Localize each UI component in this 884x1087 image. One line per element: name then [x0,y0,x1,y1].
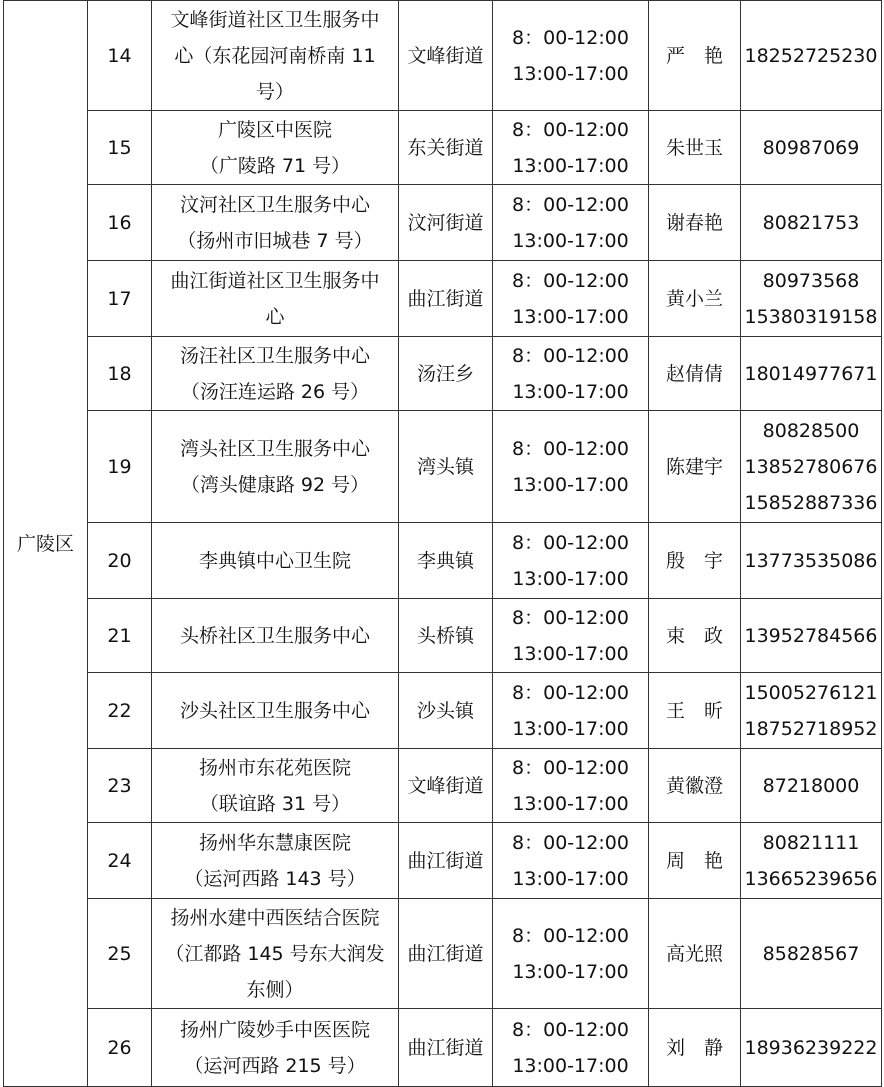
facility-name-line: 汶河社区卫生服务中心 [179,193,370,216]
contact-cell: 黄徽澄 [649,749,741,823]
street-cell: 沙头镇 [399,673,493,749]
facility-name-cell [152,1,399,111]
phone-cell [741,899,882,1009]
facility-name-cell [152,261,399,337]
facility-name-cell [152,337,399,411]
hours-line: 8：00-12:00 [512,924,629,947]
phone-number: 18252725230 [744,44,878,67]
phone-number: 18014977671 [744,362,878,385]
facility-name-cell [152,899,399,1009]
phone-cell [741,1,882,111]
facility-name-line: 汤汪社区卫生服务中心 [179,344,370,367]
hours-line: 13:00-17:00 [512,792,629,815]
facility-name-line: 扬州市东花苑医院 [198,756,351,779]
hours-cell [493,749,649,823]
hours-cell [493,411,649,523]
street-cell: 汤汪乡 [399,337,493,411]
phone-number: 85828567 [762,942,860,965]
table-row [4,261,882,337]
hours-cell [493,111,649,185]
contact-cell: 严 艳 [649,1,741,111]
hours-line: 13:00-17:00 [512,960,629,983]
contact-cell: 黄小兰 [649,261,741,337]
table-row [4,899,882,1009]
facility-name-cell [152,1009,399,1087]
street-cell: 曲江街道 [399,823,493,899]
hours-cell [493,185,649,261]
table-row [4,599,882,673]
facility-name-line: 扬州华东慧康医院 [198,831,351,854]
street-cell: 湾头镇 [399,411,493,523]
hours-cell [493,823,649,899]
table-row [4,411,882,523]
table-row [4,337,882,411]
row-number: 15 [88,111,152,185]
hours-line: 13:00-17:00 [512,867,629,890]
facility-name-cell [152,111,399,185]
phone-cell [741,599,882,673]
row-number: 24 [88,823,152,899]
facility-name-cell [152,411,399,523]
street-cell: 文峰街道 [399,749,493,823]
table-row [4,673,882,749]
street-cell: 汶河街道 [399,185,493,261]
phone-number: 13773535086 [744,549,878,572]
phone-cell [741,1009,882,1087]
phone-number: 15005276121 [744,681,878,704]
facility-name-line: 广陵区中医院 [217,118,332,141]
facility-name-line: （联谊路 31 号） [199,792,351,815]
phone-cell [741,673,882,749]
row-number: 18 [88,337,152,411]
table-body [4,1,882,1087]
row-number: 16 [88,185,152,261]
hours-cell [493,1,649,111]
phone-number: 15380319158 [744,305,878,328]
phone-cell [741,337,882,411]
phone-number: 80821753 [762,211,860,234]
facility-name-line: （汤汪连运路 26 号） [180,380,370,403]
hours-cell [493,673,649,749]
phone-cell [741,111,882,185]
hours-line: 8：00-12:00 [512,193,629,216]
hours-cell [493,599,649,673]
table-row [4,111,882,185]
facility-name-line: （运河西路 215 号） [184,1054,366,1077]
row-number: 26 [88,1009,152,1087]
hours-cell [493,337,649,411]
facility-name-line: 心 [265,305,285,328]
row-number: 25 [88,899,152,1009]
street-cell: 文峰街道 [399,1,493,111]
facility-name-line: （扬州市旧城巷 7 号） [177,229,373,252]
phone-number: 13952784566 [744,624,878,647]
hours-line: 13:00-17:00 [512,567,629,590]
phone-number: 13665239656 [744,867,878,890]
street-cell: 曲江街道 [399,899,493,1009]
row-number: 22 [88,673,152,749]
facility-name-line: 心（东花园河南桥南 11 [174,44,376,67]
facility-name-line: 号） [255,80,294,103]
street-cell: 东关街道 [399,111,493,185]
table-row [4,185,882,261]
facility-name-line: 湾头社区卫生服务中心 [179,437,370,460]
phone-cell [741,185,882,261]
table-row [4,1,882,111]
facility-name-line: 头桥社区卫生服务中心 [179,624,370,647]
hours-line: 13:00-17:00 [512,62,629,85]
hours-line: 8：00-12:00 [512,26,629,49]
hospital-table [3,0,882,1087]
phone-cell [741,523,882,599]
phone-cell [741,261,882,337]
facility-name-line: （运河西路 143 号） [184,867,366,890]
hours-line: 13:00-17:00 [512,717,629,740]
street-cell: 李典镇 [399,523,493,599]
phone-cell [741,749,882,823]
hours-cell [493,523,649,599]
facility-name-cell [152,523,399,599]
hours-line: 13:00-17:00 [512,1054,629,1077]
hours-line: 8：00-12:00 [512,681,629,704]
facility-name-cell [152,599,399,673]
phone-number: 80828500 [762,419,860,442]
hours-cell [493,1009,649,1087]
row-number: 17 [88,261,152,337]
facility-name-cell [152,185,399,261]
facility-name-line: 扬州水建中西医结合医院 [170,906,380,929]
facility-name-line: （湾头健康路 92 号） [180,473,370,496]
facility-name-line: 曲江街道社区卫生服务中 [170,269,380,292]
row-number: 23 [88,749,152,823]
contact-cell: 王 昕 [649,673,741,749]
contact-cell: 周 艳 [649,823,741,899]
street-cell: 曲江街道 [399,261,493,337]
facility-name-line: （广陵路 71 号） [199,154,351,177]
row-number: 21 [88,599,152,673]
phone-cell [741,411,882,523]
facility-name-cell [152,673,399,749]
table-row [4,1009,882,1087]
hours-cell [493,899,649,1009]
facility-name-cell [152,823,399,899]
hours-line: 8：00-12:00 [512,831,629,854]
hours-line: 13:00-17:00 [512,229,629,252]
table-row [4,823,882,899]
phone-number: 15852887336 [744,491,878,514]
phone-number: 87218000 [762,774,860,797]
facility-name-line: 李典镇中心卫生院 [198,549,351,572]
hours-line: 13:00-17:00 [512,473,629,496]
row-number: 19 [88,411,152,523]
hours-line: 8：00-12:00 [512,606,629,629]
street-cell: 曲江街道 [399,1009,493,1087]
hours-line: 13:00-17:00 [512,305,629,328]
hours-line: 8：00-12:00 [512,344,629,367]
facility-name-line: 扬州广陵妙手中医医院 [179,1018,370,1041]
street-cell: 头桥镇 [399,599,493,673]
hours-line: 13:00-17:00 [512,380,629,403]
hours-line: 8：00-12:00 [512,531,629,554]
phone-number: 80821111 [762,831,860,854]
phone-number: 80973568 [762,269,860,292]
phone-number: 18936239222 [744,1036,878,1059]
facility-name-cell [152,749,399,823]
contact-cell: 刘 静 [649,1009,741,1087]
contact-cell: 高光照 [649,899,741,1009]
contact-cell: 朱世玉 [649,111,741,185]
contact-cell: 束 政 [649,599,741,673]
phone-cell [741,823,882,899]
district-cell: 广陵区 [4,1,88,1087]
hours-line: 8：00-12:00 [512,118,629,141]
facility-name-line: 东侧） [246,978,304,1001]
facility-name-line: （江都路 145 号东大润发 [165,942,385,965]
contact-cell: 谢春艳 [649,185,741,261]
hours-line: 8：00-12:00 [512,437,629,460]
table-row [4,523,882,599]
row-number: 14 [88,1,152,111]
contact-cell: 陈建宇 [649,411,741,523]
table-row [4,749,882,823]
hours-line: 13:00-17:00 [512,154,629,177]
contact-cell: 赵倩倩 [649,337,741,411]
facility-name-line: 文峰街道社区卫生服务中 [170,8,380,31]
hours-cell [493,261,649,337]
phone-number: 80987069 [762,136,860,159]
hours-line: 8：00-12:00 [512,269,629,292]
phone-number: 18752718952 [744,717,878,740]
phone-number: 13852780676 [744,455,878,478]
facility-name-line: 沙头社区卫生服务中心 [179,699,370,722]
hours-line: 13:00-17:00 [512,642,629,665]
hours-line: 8：00-12:00 [512,756,629,779]
hours-line: 8：00-12:00 [512,1018,629,1041]
row-number: 20 [88,523,152,599]
contact-cell: 殷 宇 [649,523,741,599]
